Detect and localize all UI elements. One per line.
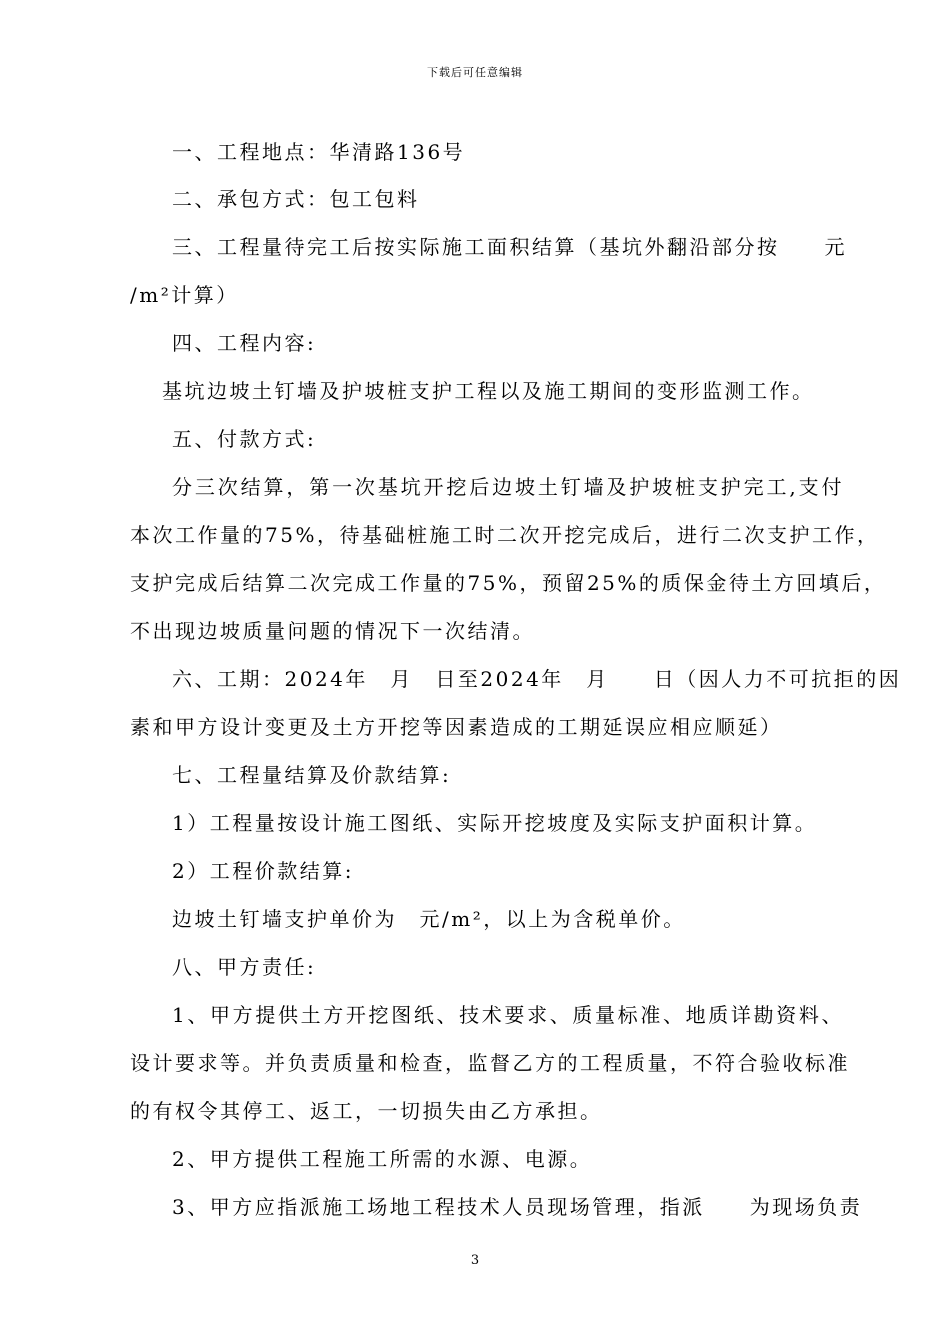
page-header: 下载后可任意编辑 [427,66,523,79]
clause-8-heading: 八、甲方责任: [172,955,317,979]
clause-6-schedule: 六、工期：2024年 月 日至2024年 月 日（因人力不可抗拒的因 [172,667,902,691]
clause-4-heading: 四、工程内容: [172,331,317,355]
clause-5-text-4: 不出现边坡质量问题的情况下一次结清。 [130,619,535,643]
clause-7-heading: 七、工程量结算及价款结算: [172,763,452,787]
clause-8-item-2: 2、甲方提供工程施工所需的水源、电源。 [172,1147,593,1171]
clause-8-item-1-end: 的有权令其停工、返工，一切损失由乙方承担。 [130,1099,603,1123]
clause-7-item-2: 2）工程价款结算: [172,859,354,883]
clause-7-item-1: 1）工程量按设计施工图纸、实际开挖坡度及实际支护面积计算。 [172,811,818,835]
page-number: 3 [470,1253,480,1268]
clause-7-unit-price: 边坡土钉墙支护单价为 元/m²，以上为含税单价。 [172,907,686,931]
clause-8-item-1-cont: 设计要求等。并负责质量和检查，监督乙方的工程质量，不符合验收标准 [130,1051,850,1075]
clause-5-heading: 五、付款方式: [172,427,317,451]
clause-5-text-1: 分三次结算，第一次基坑开挖后边坡土钉墙及护坡桩支护完工,支付 [172,475,844,499]
clause-1-location: 一、工程地点：华清路136号 [172,140,466,164]
clause-6-schedule-cont: 素和甲方设计变更及土方开挖等因素造成的工期延误应相应顺延） [130,715,783,739]
clause-3-quantity: 三、工程量待完工后按实际施工面积结算（基坑外翻沿部分按 元 [172,235,847,259]
clause-3-quantity-cont: /m²计算） [130,283,239,307]
clause-5-text-3: 支护完成后结算二次完成工作量的75%，预留25%的质保金待土方回填后， [130,571,887,595]
clause-2-contract-method: 二、承包方式：包工包料 [172,187,420,211]
clause-5-text-2: 本次工作量的75%，待基础桩施工时二次开挖完成后，进行二次支护工作， [130,523,880,547]
clause-4-content: 基坑边坡土钉墙及护坡桩支护工程以及施工期间的变形监测工作。 [162,379,815,403]
clause-8-item-3: 3、甲方应指派施工场地工程技术人员现场管理，指派 为现场负责 [172,1195,863,1219]
clause-8-item-1: 1、甲方提供土方开挖图纸、技术要求、质量标准、地质详勘资料、 [172,1003,844,1027]
